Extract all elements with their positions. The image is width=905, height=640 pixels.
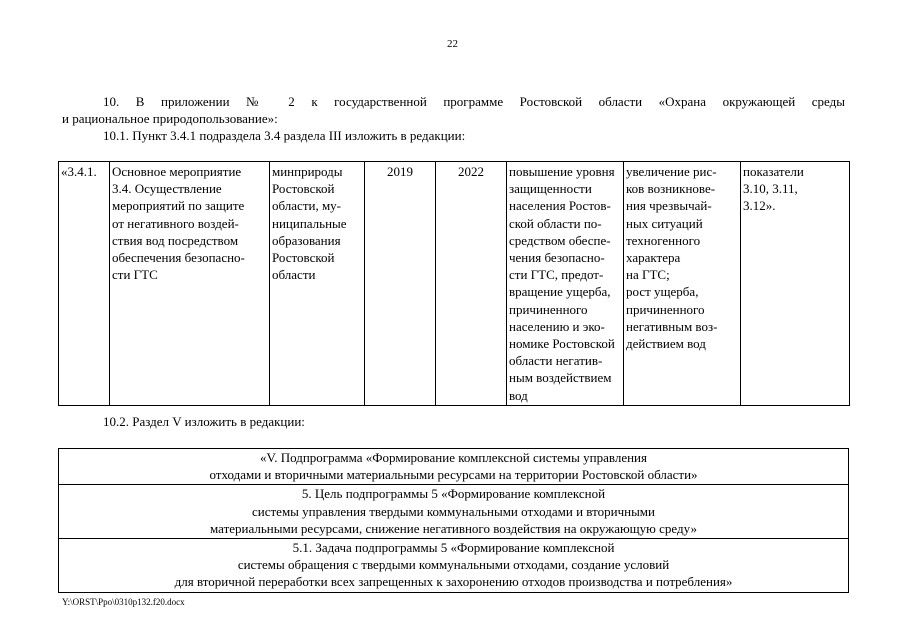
subprogram-task-line: 5.1. Задача подпрограммы 5 «Формирование комплексной (292, 540, 615, 556)
measure-name-line: сти ГТС (112, 267, 158, 283)
result-line: ской области по- (509, 215, 602, 231)
result-line: сти ГТС, предот- (509, 267, 604, 283)
consequences-line: негативным воз- (626, 318, 718, 334)
result-line: вращение ущерба, (509, 284, 611, 300)
paragraph-10-line1: 10. В приложении № 2 к государственной программе Ростовской области «Охрана окружающей среды (103, 94, 845, 109)
executor-line: минприроды (272, 164, 343, 179)
executor-line: ниципальные (272, 215, 347, 231)
consequences-line: на ГТС; (626, 267, 670, 283)
subprogram-task-line: системы обращения с твердыми коммунальными отходами, создание условий (237, 557, 670, 573)
indicators-line: показатели (743, 164, 804, 179)
result-line: чения безопасно- (509, 250, 605, 266)
measure-name-line: обеспечения безопасно- (112, 250, 245, 266)
consequences-line: ков возникнове- (626, 181, 716, 197)
executor-line: области, му- (272, 198, 342, 214)
subprogram-task-line: для вторичной переработки всех запрещенных к захоронению отходов производства и потребления» (174, 574, 733, 590)
start-year: 2019 (387, 164, 413, 179)
result-line: ным воздействием (509, 370, 612, 386)
end-year: 2022 (458, 164, 484, 179)
executor-line: образования (272, 232, 341, 248)
result-line: населения Ростов- (509, 198, 611, 214)
subprogram-title-cell (59, 449, 849, 485)
result-line: вод (509, 387, 528, 403)
subprogram-goal-cell (59, 485, 849, 539)
executor-line: Ростовской (272, 250, 335, 266)
page-number: 22 (447, 38, 458, 50)
subprogram-goal-line: материальными ресурсами, снижение негативного воздействия на окружающую среду» (210, 520, 697, 536)
footer-file-path: Y:\ORST\Ppo\0310p132.f20.docx (62, 597, 185, 607)
consequences-line: техногенного (626, 232, 701, 248)
consequences-line: ных ситуаций (626, 215, 703, 231)
subprogram-title-line: отходами и вторичными материальными ресурсами на территории Ростовской области» (209, 467, 698, 483)
table-row (59, 539, 849, 593)
subprogram-title-line: «V. Подпрограмма «Формирование комплексной системы управления (260, 450, 647, 465)
executor-cell (270, 162, 365, 406)
table-row (59, 449, 849, 485)
subprogram-task-cell (59, 539, 849, 593)
measure-name-line: ствия вод посредством (112, 232, 239, 248)
consequences-line: ния чрезвычай- (626, 198, 712, 214)
measure-table (58, 161, 850, 406)
result-line: средством обеспе- (509, 232, 611, 248)
section-v-table (58, 448, 849, 593)
consequences-cell (624, 162, 741, 406)
subprogram-goal-line: 5. Цель подпрограммы 5 «Формирование комплексной (301, 486, 606, 502)
executor-line: области (272, 267, 316, 283)
result-line: повышение уровня (509, 164, 615, 179)
paragraph-10-line2: и рациональное природопользование»: (62, 111, 278, 126)
table-row (59, 162, 850, 406)
table-row (59, 485, 849, 539)
indicators-cell (741, 162, 850, 406)
end-year-cell (436, 162, 507, 406)
result-line: причиненного (509, 301, 588, 317)
indicators-line: 3.10, 3.11, (743, 181, 798, 197)
result-line: населению и эко- (509, 318, 605, 334)
consequences-line: действием вод (626, 336, 706, 352)
measure-number: «3.4.1. (61, 164, 97, 179)
measure-number-cell (59, 162, 110, 406)
consequences-line: рост ущерба, (626, 284, 699, 300)
measure-name-line: мероприятий по защите (112, 198, 245, 214)
indicators-line: 3.12». (743, 198, 776, 214)
paragraph-10-2: 10.2. Раздел V изложить в редакции: (103, 414, 305, 429)
result-line: области негатив- (509, 353, 603, 369)
result-line: защищенности (509, 181, 592, 197)
measure-name-line: от негативного воздей- (112, 215, 239, 231)
consequences-line: увеличение рис- (626, 164, 717, 179)
paragraph-10-1: 10.1. Пункт 3.4.1 подраздела 3.4 раздела III изложить в редакции: (103, 128, 466, 143)
consequences-line: причиненного (626, 301, 705, 317)
result-line: номике Ростовской (509, 336, 615, 352)
consequences-line: характера (626, 250, 681, 266)
measure-name-line: 3.4. Осуществление (112, 181, 222, 197)
result-cell (507, 162, 624, 406)
measure-name-line: Основное мероприятие (112, 164, 242, 179)
executor-line: Ростовской (272, 181, 335, 197)
start-year-cell (365, 162, 436, 406)
subprogram-goal-line: системы управления твердыми коммунальными отходами и вторичными (252, 503, 655, 519)
measure-name-cell (110, 162, 270, 406)
